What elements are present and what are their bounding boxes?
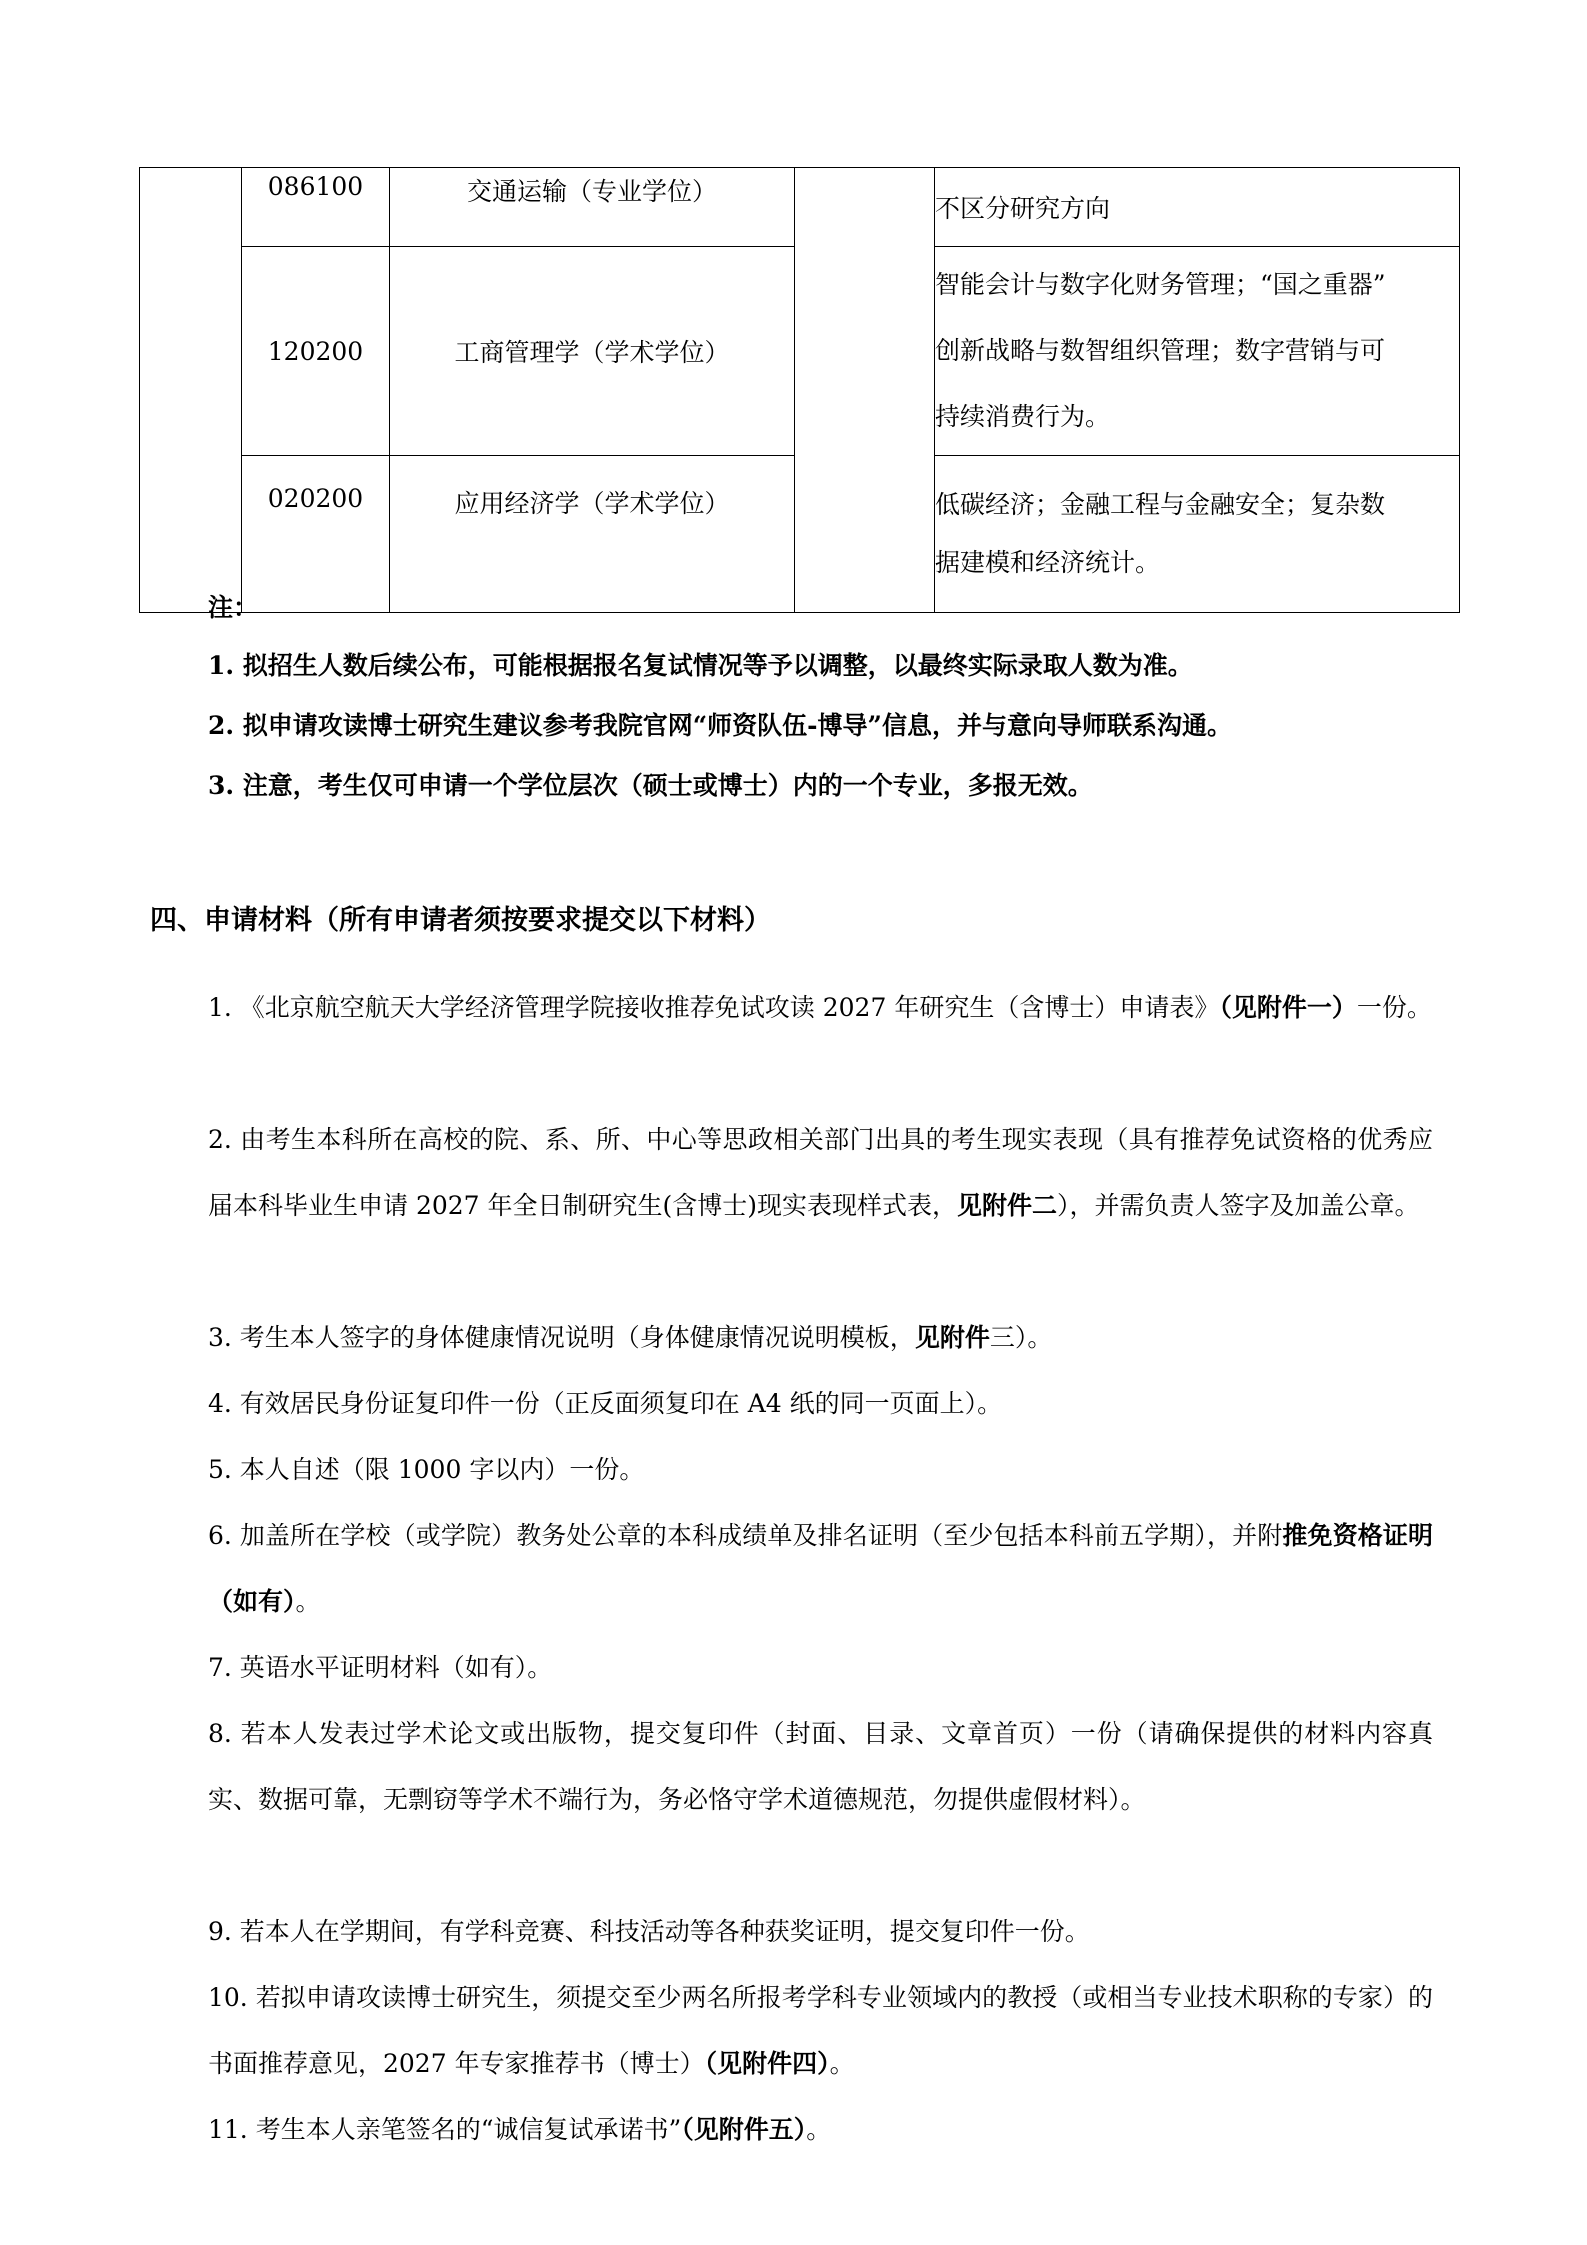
list-item: 1. 《北京航空航天大学经济管理学院接收推荐免试攻读 2027 年研究生（含博士）申请表》（见附件一）一份。 (208, 993, 1432, 1022)
merged-cell (795, 168, 935, 613)
list-item: 9. 若本人在学期间，有学科竞赛、科技活动等各种获奖证明，提交复印件一份。 (208, 1917, 1090, 1946)
notes-title: 注： (208, 593, 259, 622)
list-item: 3. 考生本人签字的身体健康情况说明（身体健康情况说明模板，见附件三）。 (208, 1323, 1053, 1352)
list-item: 2. 由考生本科所在高校的院、系、所、中心等思政相关部门出具的考生现实表现（具有推荐免试资格的优秀应届本科毕业生申请 2027 年全日制研究生(含博士)现实表现样式表，见附件二），并需负责人签字及加盖公章。 (208, 1125, 1433, 1220)
major-name: 交通运输（专业学位） (390, 168, 795, 247)
direction-line: 智能会计与数字化财务管理；“国之重器” (935, 270, 1386, 299)
major-name: 工商管理学（学术学位） (390, 247, 795, 456)
list-item: 6. 加盖所在学校（或学院）教务处公章的本科成绩单及排名证明（至少包括本科前五学期），并附推免资格证明（如有）。 (208, 1521, 1433, 1616)
note-item: 3. 注意，考生仅可申请一个学位层次（硕士或博士）内的一个专业，多报无效。 (208, 771, 1093, 800)
research-directions (935, 456, 1460, 613)
list-item: 7. 英语水平证明材料（如有）。 (208, 1653, 553, 1682)
major-name: 应用经济学（学术学位） (390, 456, 795, 613)
direction-line: 据建模和经济统计。 (935, 548, 1161, 577)
direction-line: 低碳经济；金融工程与金融安全；复杂数 (935, 490, 1386, 519)
note-item: 2. 拟申请攻读博士研究生建议参考我院官网“师资队伍-博导”信息，并与意向导师联系沟通。 (208, 711, 1232, 740)
direction-line: 不区分研究方向 (935, 194, 1111, 223)
merged-cell (140, 168, 242, 613)
list-item: 8. 若本人发表过学术论文或出版物，提交复印件（封面、目录、文章首页）一份（请确保提供的材料内容真实、数据可靠，无剽窃等学术不端行为，务必恪守学术道德规范，勿提供虚假材料）。 (208, 1719, 1433, 1814)
list-item: 4. 有效居民身份证复印件一份（正反面须复印在 A4 纸的同一页面上）。 (208, 1389, 1003, 1418)
section-heading: 四、申请材料（所有申请者须按要求提交以下材料） (150, 905, 771, 936)
list-item: 5. 本人自述（限 1000 字以内）一份。 (208, 1455, 645, 1484)
list-item: 10. 若拟申请攻读博士研究生，须提交至少两名所报考学科专业领域内的教授（或相当专业技术职称的专家）的书面推荐意见，2027 年专家推荐书（博士）（见附件四）。 (208, 1983, 1433, 2078)
research-directions (935, 247, 1460, 456)
direction-line: 创新战略与数智组织管理；数字营销与可 (935, 336, 1386, 365)
note-item: 1. 拟招生人数后续公布，可能根据报名复试情况等予以调整，以最终实际录取人数为准。 (208, 651, 1193, 680)
list-item: 11. 考生本人亲笔签名的“诚信复试承诺书”（见附件五）。 (208, 2115, 832, 2144)
major-code: 020200 (242, 456, 390, 613)
table-row (140, 168, 1460, 247)
direction-line: 持续消费行为。 (935, 402, 1111, 431)
majors-table (139, 167, 1460, 613)
research-directions (935, 168, 1460, 247)
major-code: 120200 (242, 247, 390, 456)
major-code: 086100 (242, 168, 390, 247)
